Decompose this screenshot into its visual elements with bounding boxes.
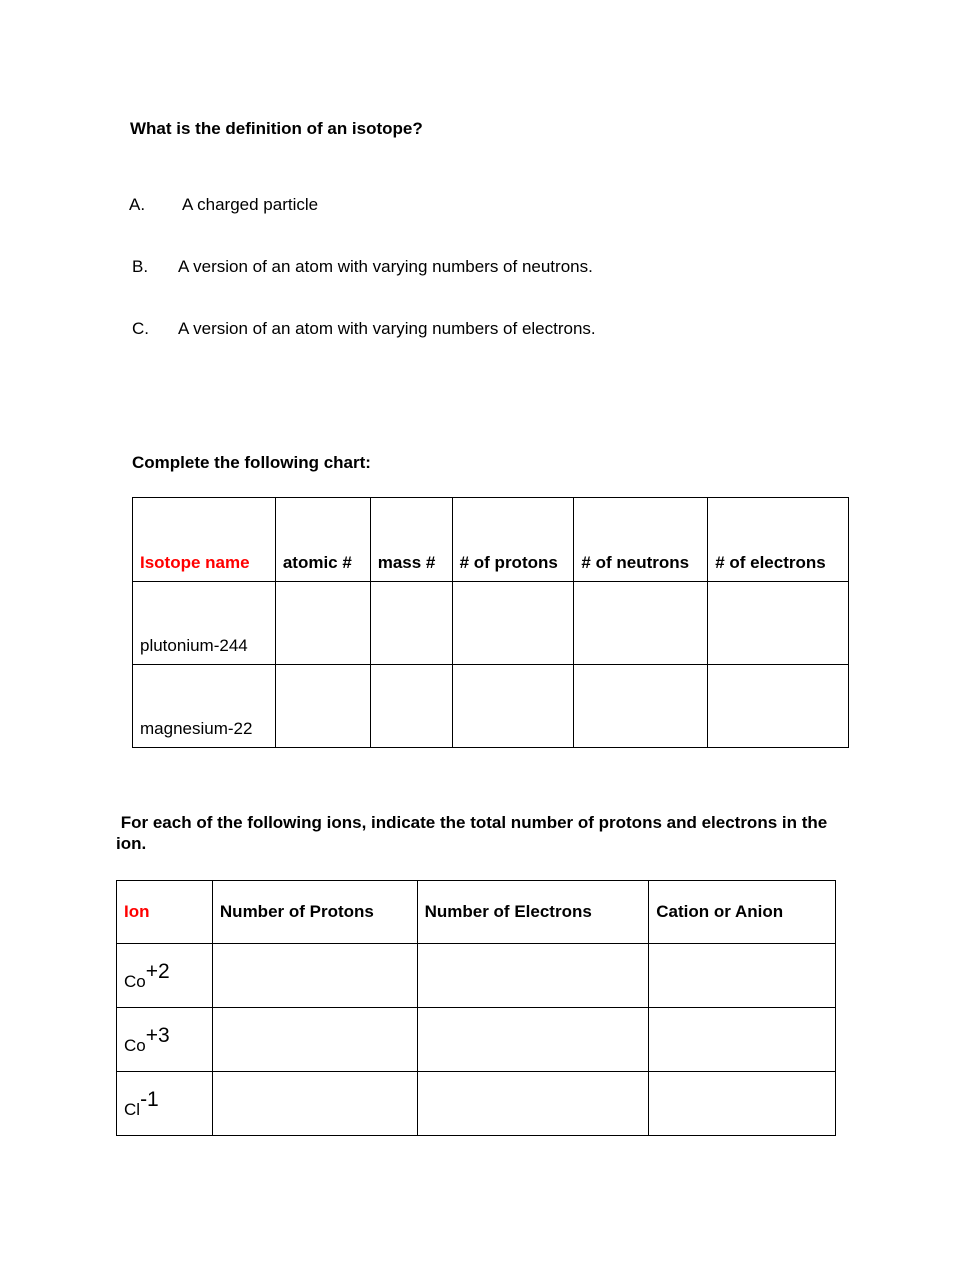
answer-cell[interactable] bbox=[574, 582, 708, 665]
option-letter: B. bbox=[132, 257, 149, 276]
answer-cell[interactable] bbox=[212, 1072, 417, 1136]
ions-heading-text: For each of the following ions, indicate the total number of protons and electrons in the ion. bbox=[116, 813, 828, 853]
option-letter: A. bbox=[129, 195, 146, 214]
header-protons: # of protons bbox=[452, 498, 574, 582]
header-mass-number: mass # bbox=[370, 498, 452, 582]
ion-cell bbox=[117, 1008, 213, 1072]
ion-symbol: Co bbox=[124, 1035, 146, 1055]
answer-cell[interactable] bbox=[708, 582, 849, 665]
answer-cell[interactable] bbox=[417, 944, 649, 1008]
header-neutrons: # of neutrons bbox=[574, 498, 708, 582]
option-text: A charged particle bbox=[182, 195, 319, 214]
answer-cell[interactable] bbox=[649, 944, 836, 1008]
ion-charge: -1 bbox=[140, 1087, 159, 1111]
header-electrons: # of electrons bbox=[708, 498, 849, 582]
ion-charge: +2 bbox=[145, 959, 170, 983]
isotope-table bbox=[132, 497, 849, 748]
ion-cell bbox=[117, 1072, 213, 1136]
header-electrons: Number of Electrons bbox=[417, 881, 649, 944]
table-header-row bbox=[133, 498, 849, 582]
ion-table bbox=[116, 880, 836, 1136]
isotope-name-cell: plutonium-244 bbox=[133, 582, 276, 665]
header-isotope-name: Isotope name bbox=[133, 498, 276, 582]
table-row bbox=[117, 1008, 836, 1072]
table-row bbox=[133, 665, 849, 748]
option-text: A version of an atom with varying numbers of electrons. bbox=[178, 319, 596, 338]
answer-cell[interactable] bbox=[708, 665, 849, 748]
answer-cell[interactable] bbox=[212, 944, 417, 1008]
answer-cell[interactable] bbox=[417, 1008, 649, 1072]
header-cation-anion: Cation or Anion bbox=[649, 881, 836, 944]
question-title: What is the definition of an isotope? bbox=[130, 119, 423, 138]
answer-cell[interactable] bbox=[649, 1072, 836, 1136]
answer-cell[interactable] bbox=[417, 1072, 649, 1136]
header-atomic-number: atomic # bbox=[275, 498, 370, 582]
answer-cell[interactable] bbox=[649, 1008, 836, 1072]
isotope-name-cell: magnesium-22 bbox=[133, 665, 276, 748]
answer-cell[interactable] bbox=[275, 582, 370, 665]
ion-symbol: Co bbox=[124, 971, 146, 991]
option-letter: C. bbox=[132, 319, 149, 338]
table-header-row bbox=[117, 881, 836, 944]
ions-heading bbox=[116, 812, 836, 854]
ion-cell bbox=[117, 944, 213, 1008]
answer-cell[interactable] bbox=[574, 665, 708, 748]
answer-cell[interactable] bbox=[452, 665, 574, 748]
table-row bbox=[133, 582, 849, 665]
answer-cell[interactable] bbox=[212, 1008, 417, 1072]
answer-cell[interactable] bbox=[370, 665, 452, 748]
answer-cell[interactable] bbox=[275, 665, 370, 748]
ion-symbol: Cl bbox=[124, 1099, 141, 1119]
table-row bbox=[117, 944, 836, 1008]
chart-heading: Complete the following chart: bbox=[132, 453, 371, 472]
header-protons: Number of Protons bbox=[212, 881, 417, 944]
answer-cell[interactable] bbox=[452, 582, 574, 665]
table-row bbox=[117, 1072, 836, 1136]
option-text: A version of an atom with varying numbers of neutrons. bbox=[178, 257, 593, 276]
header-ion: Ion bbox=[117, 881, 213, 944]
answer-cell[interactable] bbox=[370, 582, 452, 665]
ion-charge: +3 bbox=[145, 1023, 170, 1047]
